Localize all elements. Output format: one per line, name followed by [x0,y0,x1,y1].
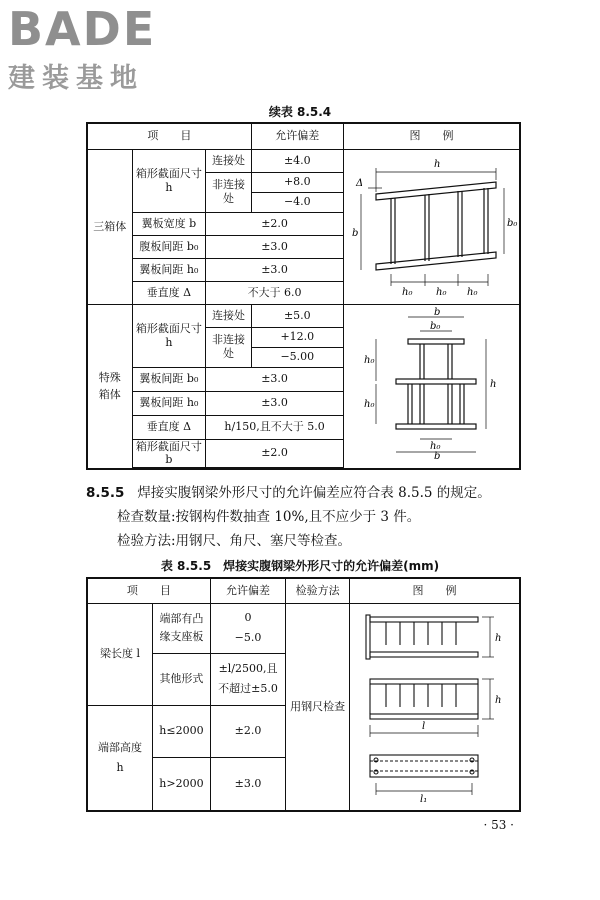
tolerance: ±2.0 [206,439,344,468]
figure-three-box [343,149,520,304]
group-label: 特殊箱体 [87,304,132,469]
logo-main: BADE [8,2,157,56]
group-label: 梁长度 l [87,603,153,705]
clause-number: 8.5.5 [86,485,125,501]
tolerance: ±2.0 [210,705,285,757]
tolerance: h/150,且不大于 5.0 [206,415,344,439]
item-label: 端部有凸缘支座板 [153,603,211,653]
fig-label-b0: b₀ [430,321,441,333]
fig-label-h0-a: h₀ [364,355,375,367]
fig-label-delta: Δ [356,178,364,190]
sub-label: 连接处 [206,304,251,327]
table-8-5-4-cont [86,122,521,470]
fig-label-b0: b₀ [507,218,518,230]
tolerance: 不大于 6.0 [206,281,344,304]
table2-caption: 表 8.5.5 焊接实腹钢梁外形尺寸的允许偏差(mm) [160,559,440,573]
figure-special-box [343,304,520,469]
fig-label-l: l [421,720,426,732]
item-label: 翼板间距 h₀ [132,258,206,281]
special-box-diagram [346,307,516,463]
three-box-diagram [346,152,516,297]
item-label: 垂直度 Δ [132,415,206,439]
sub-label: 非连接处 [206,327,251,367]
fig-label-h-1: h [494,632,502,644]
fig-label-h0-b: h₀ [436,287,447,299]
fig-label-h0-c: h₀ [430,441,441,453]
item-label: h≤2000 [153,705,211,757]
fig-label-b: b [434,307,441,319]
header-item: 项 目 [87,578,210,603]
page-number: · 53 · [483,818,514,832]
fig-label-h0-a: h₀ [402,287,413,299]
header-tolerance: 允许偏差 [251,123,343,149]
tolerance: ±4.0 [251,149,343,172]
fig-label-h0-c: h₀ [467,287,478,299]
table1-caption: 续表 8.5.4 [268,105,332,119]
tolerance: ±l/2500,且 不超过±5.0 [210,653,285,705]
sub-label: 非连接处 [206,172,251,212]
tolerance: ±2.0 [206,212,344,235]
table-8-5-5 [86,577,521,812]
item-label: 翼板间距 h₀ [132,391,206,415]
tolerance: ±3.0 [206,367,344,391]
tolerance: −5.00 [251,347,343,367]
method-cell: 用钢尺检查 [286,603,350,811]
item-label: 翼板间距 b₀ [132,367,206,391]
fig-label-h: h [490,379,497,391]
group-label: 端部高度 h [87,705,153,811]
tolerance: +8.0 [251,172,343,192]
item-label: 垂直度 Δ [132,281,206,304]
group-label: 三箱体 [87,149,132,304]
tolerance: 0 −5.0 [210,603,285,653]
clause-8-5-5 [86,481,491,501]
header-item: 项 目 [87,123,251,149]
tolerance: +12.0 [251,327,343,347]
logo [8,4,208,104]
item-label: 腹板间距 b₀ [132,235,206,258]
clause-method: 检验方法:用钢尺、角尺、塞尺等检查。 [117,533,352,549]
item-label: 翼板宽度 b [132,212,206,235]
item-label: 其他形式 [153,653,211,705]
clause-text: 焊接实腹钢梁外形尺寸的允许偏差应符合表 8.5.5 的规定。 [137,485,491,501]
clause-qty: 检查数量:按钢构件数抽查 10%,且不应少于 3 件。 [117,509,421,525]
fig-label-h0-b: h₀ [364,399,375,411]
sub-label: 连接处 [206,149,251,172]
header-figure: 图 例 [349,578,520,603]
tolerance: ±3.0 [206,391,344,415]
header-tolerance: 允许偏差 [210,578,285,603]
header-method: 检验方法 [286,578,350,603]
fig-label-b-bottom: b [434,451,441,463]
fig-label-l1: l₁ [419,793,428,805]
figure-beam [349,603,520,811]
fig-label-h: h [434,159,441,171]
item-label: 箱形截面尺寸 h [132,304,206,367]
tolerance: ±3.0 [206,258,344,281]
item-label: 箱形截面尺寸 h [132,149,206,212]
header-figure: 图 例 [343,123,520,149]
tolerance: ±3.0 [210,757,285,811]
logo-sub: 建装基地 [8,63,144,94]
tolerance: −4.0 [251,192,343,212]
tolerance: ±3.0 [206,235,344,258]
beam-diagram [352,605,517,805]
tolerance: ±5.0 [251,304,343,327]
fig-label-b: b [352,228,359,240]
fig-label-h-2: h [494,694,502,706]
item-label: h>2000 [153,757,211,811]
item-label: 箱形截面尺寸 b [132,439,206,468]
